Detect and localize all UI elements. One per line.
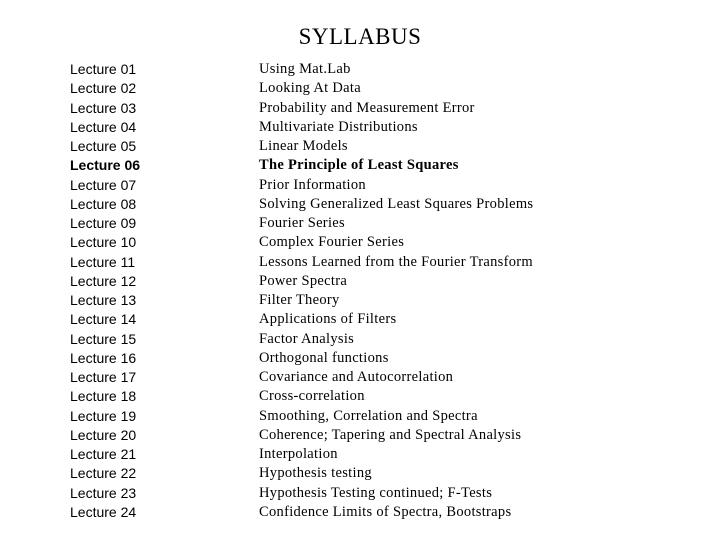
- syllabus-row: [0, 99, 720, 118]
- syllabus-row: [0, 233, 720, 252]
- lecture-topic: Looking At Data: [259, 80, 361, 97]
- lecture-label: Lecture 24: [70, 503, 137, 520]
- syllabus-row: [0, 253, 720, 272]
- lecture-label: Lecture 01: [70, 61, 137, 77]
- lecture-label: Lecture 12: [70, 272, 137, 289]
- lecture-topic: The Principle of Least Squares: [259, 157, 459, 174]
- syllabus-row: [0, 291, 720, 310]
- syllabus-row: [0, 156, 720, 175]
- lecture-label: Lecture 08: [70, 195, 137, 212]
- syllabus-row: [0, 330, 720, 349]
- syllabus-row: [0, 349, 720, 368]
- lecture-label: Lecture 21: [70, 446, 137, 462]
- lecture-label: Lecture 13: [70, 292, 137, 308]
- lecture-topic: Hypothesis testing: [259, 465, 372, 482]
- syllabus-row: [0, 118, 720, 137]
- lecture-label: Lecture 16: [70, 349, 137, 366]
- syllabus-list: [0, 60, 720, 522]
- lecture-label: Lecture 04: [70, 118, 137, 135]
- lecture-label: Lecture 10: [70, 234, 137, 251]
- syllabus-row: [0, 503, 720, 522]
- lecture-topic: Coherence; Tapering and Spectral Analysis: [259, 426, 522, 443]
- syllabus-row: [0, 484, 720, 503]
- lecture-topic: Using Mat.Lab: [259, 61, 351, 77]
- lecture-topic: Applications of Filters: [259, 311, 397, 328]
- lecture-topic: Prior Information: [259, 176, 366, 193]
- lecture-topic: Covariance and Autocorrelation: [259, 369, 454, 385]
- syllabus-row: [0, 137, 720, 156]
- lecture-label: Lecture 02: [70, 80, 137, 97]
- lecture-label: Lecture 18: [70, 388, 137, 405]
- lecture-label: Lecture 06: [70, 157, 141, 174]
- syllabus-row: [0, 407, 720, 426]
- syllabus-row: [0, 387, 720, 406]
- syllabus-row: [0, 445, 720, 464]
- lecture-topic: Orthogonal functions: [259, 349, 389, 366]
- lecture-label: Lecture 22: [70, 465, 137, 482]
- lecture-label: Lecture 17: [70, 369, 137, 385]
- syllabus-row: [0, 272, 720, 291]
- syllabus-row: [0, 60, 720, 79]
- lecture-label: Lecture 09: [70, 215, 137, 231]
- lecture-topic: Complex Fourier Series: [259, 234, 405, 251]
- page-title: SYLLABUS: [298, 24, 422, 49]
- syllabus-row: [0, 176, 720, 195]
- lecture-topic: Multivariate Distributions: [259, 118, 418, 135]
- lecture-topic: Interpolation: [259, 446, 338, 462]
- lecture-topic: Hypothesis Testing continued; F-Tests: [259, 484, 493, 501]
- lecture-topic: Smoothing, Correlation and Spectra: [259, 407, 478, 424]
- lecture-label: Lecture 03: [70, 99, 137, 116]
- syllabus-row: [0, 426, 720, 445]
- lecture-label: Lecture 14: [70, 311, 137, 328]
- lecture-topic: Cross-correlation: [259, 388, 365, 405]
- lecture-label: Lecture 19: [70, 407, 137, 424]
- lecture-topic: Linear Models: [259, 138, 348, 154]
- syllabus-row: [0, 464, 720, 483]
- lecture-topic: Lessons Learned from the Fourier Transform: [259, 253, 533, 270]
- syllabus-row: [0, 310, 720, 329]
- lecture-label: Lecture 05: [70, 138, 137, 154]
- syllabus-row: [0, 368, 720, 387]
- syllabus-row: [0, 214, 720, 233]
- lecture-label: Lecture 20: [70, 426, 137, 443]
- lecture-label: Lecture 23: [70, 484, 137, 501]
- lecture-topic: Factor Analysis: [259, 330, 355, 347]
- syllabus-row: [0, 195, 720, 214]
- lecture-topic: Solving Generalized Least Squares Problems: [259, 195, 534, 212]
- lecture-label: Lecture 11: [70, 253, 136, 270]
- lecture-topic: Confidence Limits of Spectra, Bootstraps: [259, 503, 512, 520]
- lecture-topic: Filter Theory: [259, 292, 340, 308]
- syllabus-row: [0, 79, 720, 98]
- lecture-topic: Fourier Series: [259, 215, 345, 231]
- lecture-topic: Power Spectra: [259, 272, 348, 289]
- lecture-label: Lecture 07: [70, 176, 137, 193]
- lecture-label: Lecture 15: [70, 330, 137, 347]
- lecture-topic: Probability and Measurement Error: [259, 99, 475, 116]
